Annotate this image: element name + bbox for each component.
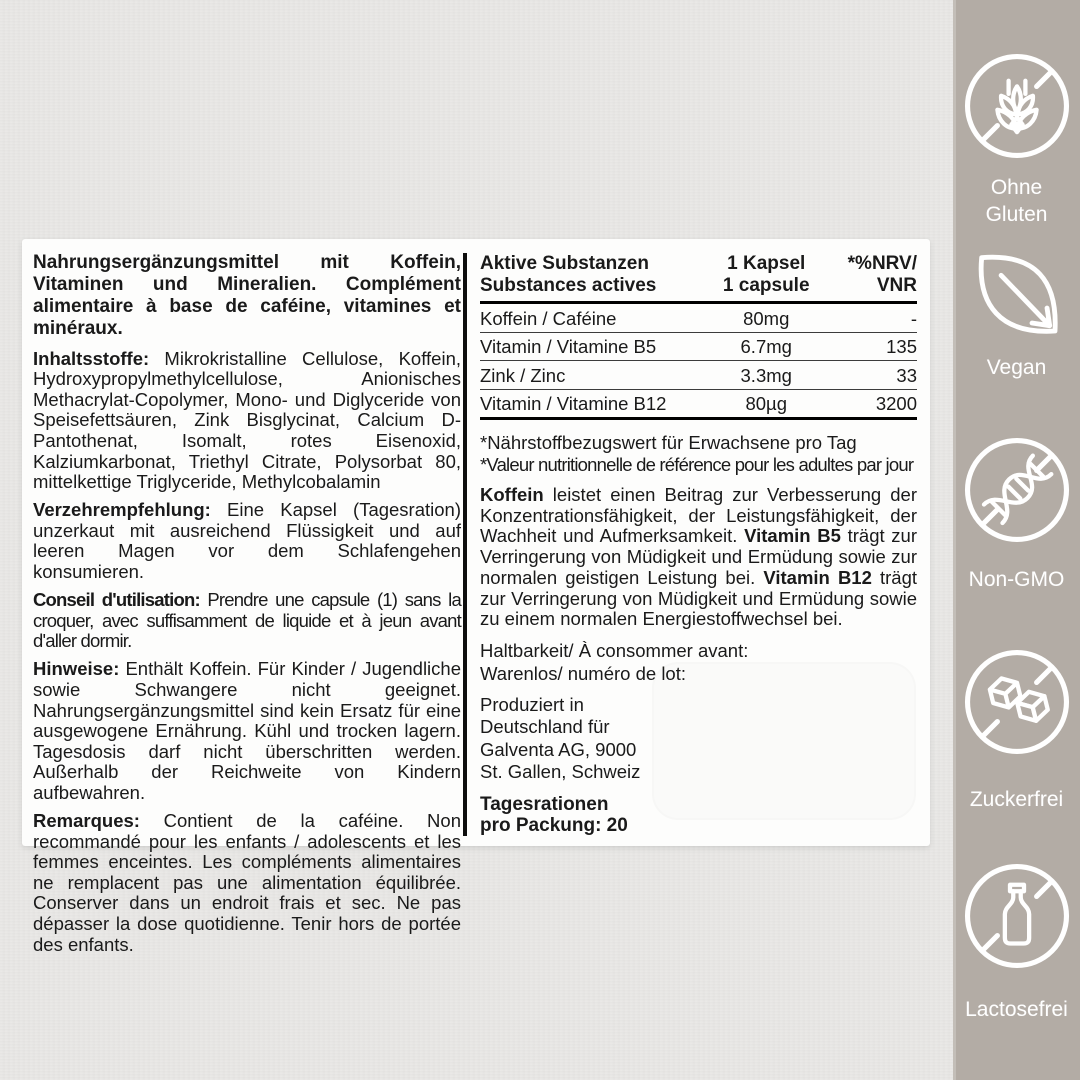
badge-lactose-free (953, 860, 1080, 1023)
badge-label (969, 566, 1065, 593)
table-row (480, 361, 917, 390)
section-ingredients (33, 349, 461, 493)
badge-sugar-free (953, 646, 1080, 813)
section-title: Conseil d'utilisation: (33, 589, 200, 611)
badge-non-gmo (953, 434, 1080, 593)
claim-substance: Koffein (480, 484, 544, 505)
section-text: Contient de la caféine. Non recommandé pour les enfants / adolescents et les femmes enceintes. Les compléments alimentaires ne remplacent pas une alimentation équilibrée. Conserver dans un endroit frais et sec. Ne pas dépasser la dose quotidienne. Tenir hors de portée des enfants. (33, 810, 461, 955)
substance-name: Vitamin / Vitamine B5 (480, 332, 707, 361)
claim-text: leistet einen Beitrag zur Verbesserung der Konzentrationsfähigkeit, der Leistungsfähigkeit, der Wachheit und Aufmerksamkeit. (480, 484, 917, 547)
table-row (480, 332, 917, 361)
section-title: Remarques: (33, 810, 140, 832)
section-dosage-fr (33, 590, 461, 652)
badge-label (986, 174, 1048, 228)
dna-crossed-icon (961, 434, 1073, 546)
claim-substance: Vitamin B5 (744, 525, 841, 547)
badge-label (970, 786, 1063, 813)
header-line: 1 Kapsel (727, 253, 806, 274)
table-header-nrv (825, 253, 917, 303)
producer-line: Deutschland für (480, 716, 610, 738)
badge-vegan (953, 240, 1080, 381)
section-text: Enthält Koffein. Für Kinder / Jugendliche sowie Schwangere nicht geeignet. Nahrungsergänzungsmittel sind kein Ersatz für eine ausgewogene Ernährung. Kühl und trocken lagern. Tagesdosis darf nicht überschritten werden. Außerhalb der Reichweite von Kindern aufbewahren. (33, 658, 461, 803)
substance-name: Vitamin / Vitamine B12 (480, 389, 707, 419)
substance-amount: 6.7mg (707, 332, 825, 361)
producer-line: Produziert in (480, 693, 584, 715)
section-dosage-de (33, 500, 461, 582)
section-text: Eine Kapsel (Tagesration) unzerkaut mit ausreichend Flüssigkeit und auf leeren Magen vor dem Schlafengehen konsumieren. (33, 499, 461, 583)
footnote-fr: *Valeur nutritionnelle de référence pour les adultes par jour (480, 453, 914, 475)
section-title: Inhaltsstoffe: (33, 347, 150, 369)
section-warnings-de (33, 659, 461, 803)
claim-text: trägt zur Verringerung von Müdigkeit und Ermüdung sowie zu einem normalen Energiestoffwechsel bei. (480, 566, 918, 630)
substance-amount: 3.3mg (707, 361, 825, 390)
badge-gluten-free (953, 50, 1080, 228)
servings-line: pro Packung: 20 (480, 815, 628, 837)
badge-label-line: Non-GMO (968, 568, 1065, 591)
substance-nrv: - (825, 303, 917, 333)
embossed-stamp-area (652, 662, 916, 820)
leaf-icon (964, 240, 1070, 346)
footnote-de: *Nährstoffbezugswert für Erwachsene pro Tag (480, 432, 857, 453)
substance-nrv: 135 (825, 332, 917, 361)
substance-name: Koffein / Caféine (480, 303, 707, 333)
header-line: *%NRV/ (847, 253, 917, 274)
health-claims (480, 485, 917, 630)
producer-line: St. Gallen, Schweiz (480, 761, 641, 783)
badge-label-line: Vegan (986, 356, 1047, 379)
header-line: 1 capsule (722, 274, 810, 296)
table-header-substance (480, 253, 707, 303)
lot-number-line: Warenlos/ numéro de lot: (480, 662, 686, 684)
substance-amount: 80µg (707, 389, 825, 419)
badge-label (965, 996, 1068, 1023)
badge-label (987, 354, 1047, 381)
section-warnings-fr (33, 811, 461, 955)
badge-label-line: Zuckerfrei (969, 788, 1064, 811)
section-text: Mikrokristalline Cellulose, Koffein, Hydroxypropylmethylcellulose, Anionisches Methacrylat-Copolymer, Mono- und Diglyceride von Speisefettsäuren, Zink Bisglycinat, Calcium D-Pantothenat, Isomalt, rotes Eisenoxid, Kalziumkarbonat, Triethyl Citrate, Polysorbat 80, mittelkettige Triglyceride, Methylcobalamin (33, 347, 461, 493)
substance-amount: 80mg (707, 303, 825, 333)
header-line: Aktive Substanzen (480, 253, 649, 274)
table-header-row (480, 253, 917, 303)
label-card (22, 239, 930, 955)
header-line: Substances actives (480, 274, 657, 296)
substance-nrv: 3200 (825, 389, 917, 419)
best-before-line: Haltbarkeit/ À consommer avant: (480, 639, 749, 661)
section-title: Hinweise: (33, 658, 120, 680)
servings-line: Tagesrationen (480, 793, 609, 815)
substance-nrv: 33 (825, 361, 917, 390)
section-title: Verzehrempfehlung: (33, 499, 211, 521)
active-substances-table (480, 253, 917, 420)
claim-text: trägt zur Verringerung von Müdigkeit und Ermüdung sowie zur normalen geistigen Leistung bei. (480, 525, 918, 588)
milk-bottle-crossed-icon (961, 860, 1073, 972)
label-left-column (33, 252, 461, 955)
badge-label-line: Lactosefrei (965, 998, 1068, 1021)
nrv-footnotes (480, 432, 917, 475)
sugar-cubes-crossed-icon (961, 646, 1073, 758)
wheat-crossed-icon (961, 50, 1073, 162)
table-row (480, 303, 917, 333)
table-header-amount (707, 253, 825, 303)
badge-label-line: Gluten (985, 203, 1048, 226)
label-intro: Nahrungsergänzungsmittel mit Koffein, Vitaminen und Mineralien. Complément alimentaire à base de caféine, vitamines et minéraux. (33, 252, 461, 339)
badge-label-line: Ohne (990, 176, 1043, 199)
badge-sidebar (953, 0, 1080, 1080)
table-row (480, 389, 917, 419)
producer-line: Galventa AG, 9000 (480, 738, 637, 760)
section-text: Prendre une capsule (1) sans la croquer, avec suffisamment de liquide et à jeun avant d'aller dormir. (33, 589, 461, 652)
substance-name: Zink / Zinc (480, 361, 707, 390)
column-divider (463, 253, 467, 836)
header-line: VNR (876, 274, 917, 296)
claim-substance: Vitamin B12 (763, 566, 872, 588)
